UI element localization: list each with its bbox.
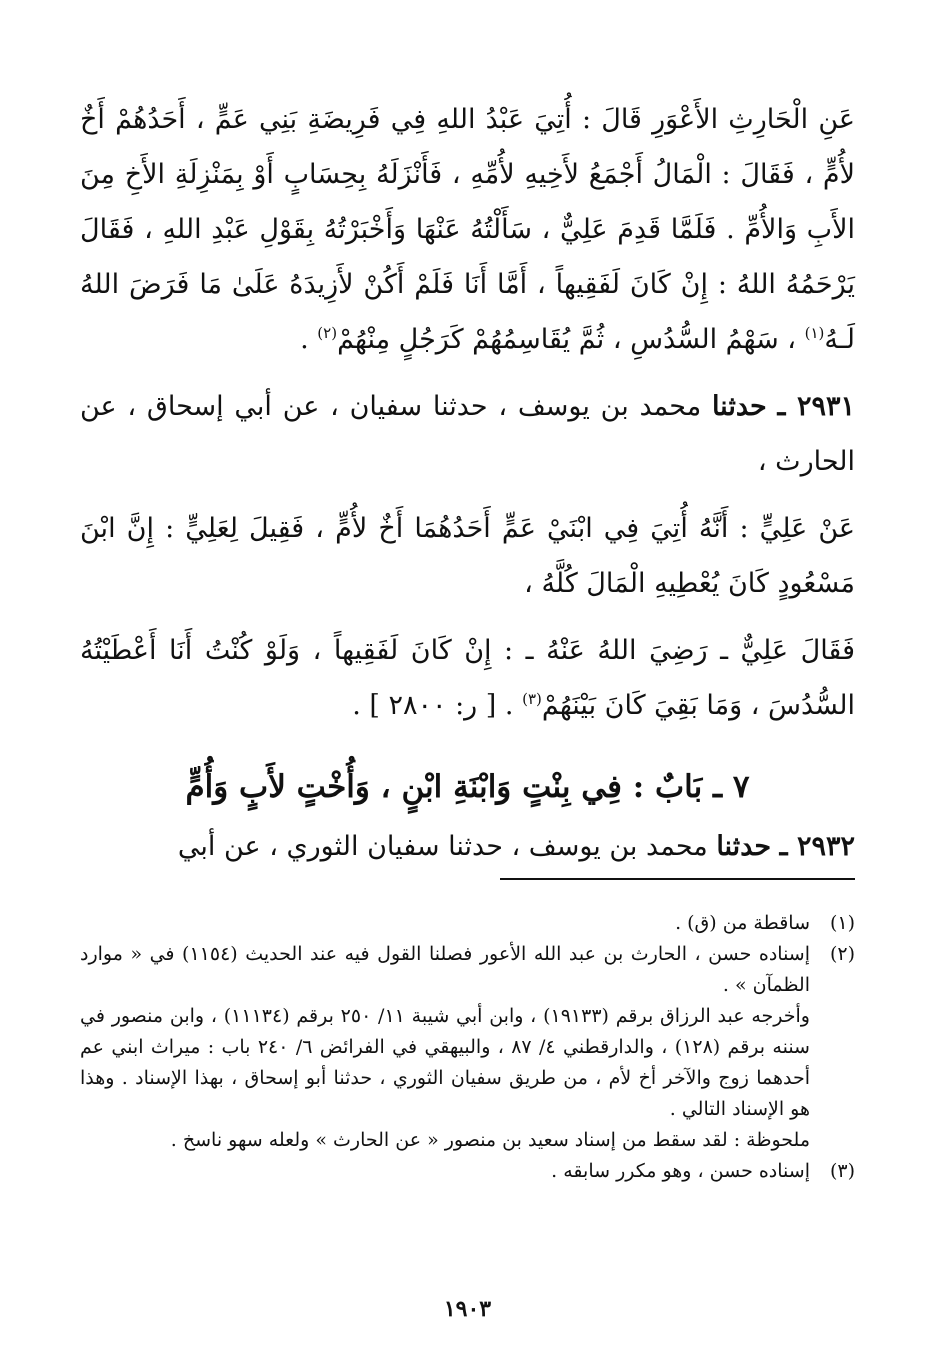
footnote-marker-1[interactable]: (١) [804, 324, 825, 342]
footnote-1 [80, 908, 855, 939]
footnote-3 [80, 1156, 855, 1187]
hadith-number: ٢٩٣١ ـ [777, 391, 856, 422]
footnote-body [80, 939, 810, 1156]
footnote-marker-3[interactable]: (٣) [522, 690, 542, 708]
footnote-marker-2[interactable]: (٢) [317, 324, 338, 342]
paragraph-hadith-text-3 [80, 623, 855, 733]
paragraph-end: . [300, 324, 309, 355]
page-number: ١٩٠٣ [443, 1296, 492, 1322]
hadith-lead-word: حدثنا [711, 391, 767, 422]
paragraph-text: عَنْ عَلِيٍّ : أَنَّهُ أُتِيَ فِي ابْنَيْ عَمٍّ أَحَدُهُمَا أَخٌ لأُمٍّ ، فَقِيلَ لِعَلِيٍّ : إِنَّ ابْنَ مَسْعُودٍ كَانَ يُعْطِيهِ الْمَالَ كُلَّهُ ، [80, 513, 855, 599]
footnote-line: إسناده حسن ، وهو مكرر سابقه . [551, 1160, 810, 1182]
footnote-body [80, 1156, 810, 1187]
footnote-line: وأخرجه عبد الرزاق برقم (١٩١٣٣) ، وابن أبي شيبة ١١/ ٢٥٠ برقم (١١١٣٤) ، وابن منصور في سننه برقم (١٢٨) ، والدارقطني ٤/ ٨٧ ، والبيهقي في الفرائض ٦/ ٢٤٠ باب : ميراث ابني عم أحدهما زوج والآخر أخ لأم ، من طريق سفيان الثوري ، حدثنا أبو إسحاق ، بهذا الإسناد . وهذا هو الإسناد التالي . [80, 1005, 810, 1120]
footnote-number: (٣) [829, 1160, 855, 1182]
cross-reference: . [ ر: ٢٨٠٠ ] . [352, 690, 514, 721]
hadith-chain-text: محمد بن يوسف ، حدثنا سفيان ، عن أبي إسحاق ، عن الحارث ، [80, 391, 855, 477]
footnote-body [80, 908, 810, 939]
footnote-line: ساقطة من (ق) . [675, 912, 810, 934]
footnote-2 [80, 939, 855, 1156]
paragraph-text: فَقَالَ عَلِيٌّ ـ رَضِيَ اللهُ عَنْهُ ـ : إِنْ كَانَ لَفَقِيهاً ، وَلَوْ كُنْتُ أَنَا أَعْطَيْتُهُ السُّدُسَ ، وَمَا بَقِيَ كَانَ بَيْنَهُمْ [80, 635, 855, 721]
footnote-line: ملحوظة : لقد سقط من إسناد سعيد بن منصور « عن الحارث » ولعله سهو ناسخ . [170, 1129, 810, 1151]
paragraph-hadith-text-2 [80, 501, 855, 611]
chapter-heading: ٧ ـ بَابٌ : فِي بِنْتٍ وَابْنَةِ ابْنٍ ، وَأُخْتٍ لأَبٍ وَأُمٍّ [185, 769, 750, 805]
paragraph-hadith-text-1 [80, 92, 855, 367]
hadith-2932-chain [80, 819, 855, 874]
hadith-lead-word: حدثنا [716, 831, 772, 862]
paragraph-text-continued: ، سَهْمُ السُّدُسِ ، ثُمَّ يُقَاسِمُهُمْ كَرَجُلٍ مِنْهُمْ [337, 324, 796, 355]
footnote-divider [500, 878, 855, 880]
footnote-line: إسناده حسن ، الحارث بن عبد الله الأعور فصلنا القول فيه عند الحديث (١١٥٤) في « موارد الظمآن » . [80, 943, 810, 996]
footnote-number: (١) [829, 912, 855, 934]
footnotes [80, 908, 855, 1187]
footnote-number: (٢) [829, 943, 855, 965]
paragraph-text: عَنِ الْحَارِثِ الأَعْوَرِ قَالَ : أُتِيَ عَبْدُ اللهِ فِي فَرِيضَةِ بَنِي عَمٍّ ، أَحَدُهُمْ أَخٌ لأُمٍّ ، فَقَالَ : الْمَالُ أَجْمَعُ لأَخِيهِ لأُمِّهِ ، فَأَنْزَلَهُ بِحِسَابٍ أَوْ بِمَنْزِلَةِ الأَخِ مِنَ الأَبِ وَالأُمِّ . فَلَمَّا قَدِمَ عَلِيٌّ ، سَأَلْتُهُ عَنْهَا وَأَخْبَرْتُهُ بِقَوْلِ عَبْدِ اللهِ ، فَقَالَ يَرْحَمُهُ اللهُ : إِنْ كَانَ لَفَقِيهاً ، أَمَّا أَنَا فَلَمْ أَكُنْ لأَزِيدَهُ عَلَىٰ مَا فَرَضَ اللهُ لَـهُ [80, 104, 855, 355]
hadith-2931-chain [80, 379, 855, 489]
hadith-chain-text: محمد بن يوسف ، حدثنا سفيان الثوري ، عن أبي [177, 831, 708, 862]
main-text [80, 92, 855, 874]
hadith-number: ٢٩٣٢ ـ [779, 831, 855, 862]
